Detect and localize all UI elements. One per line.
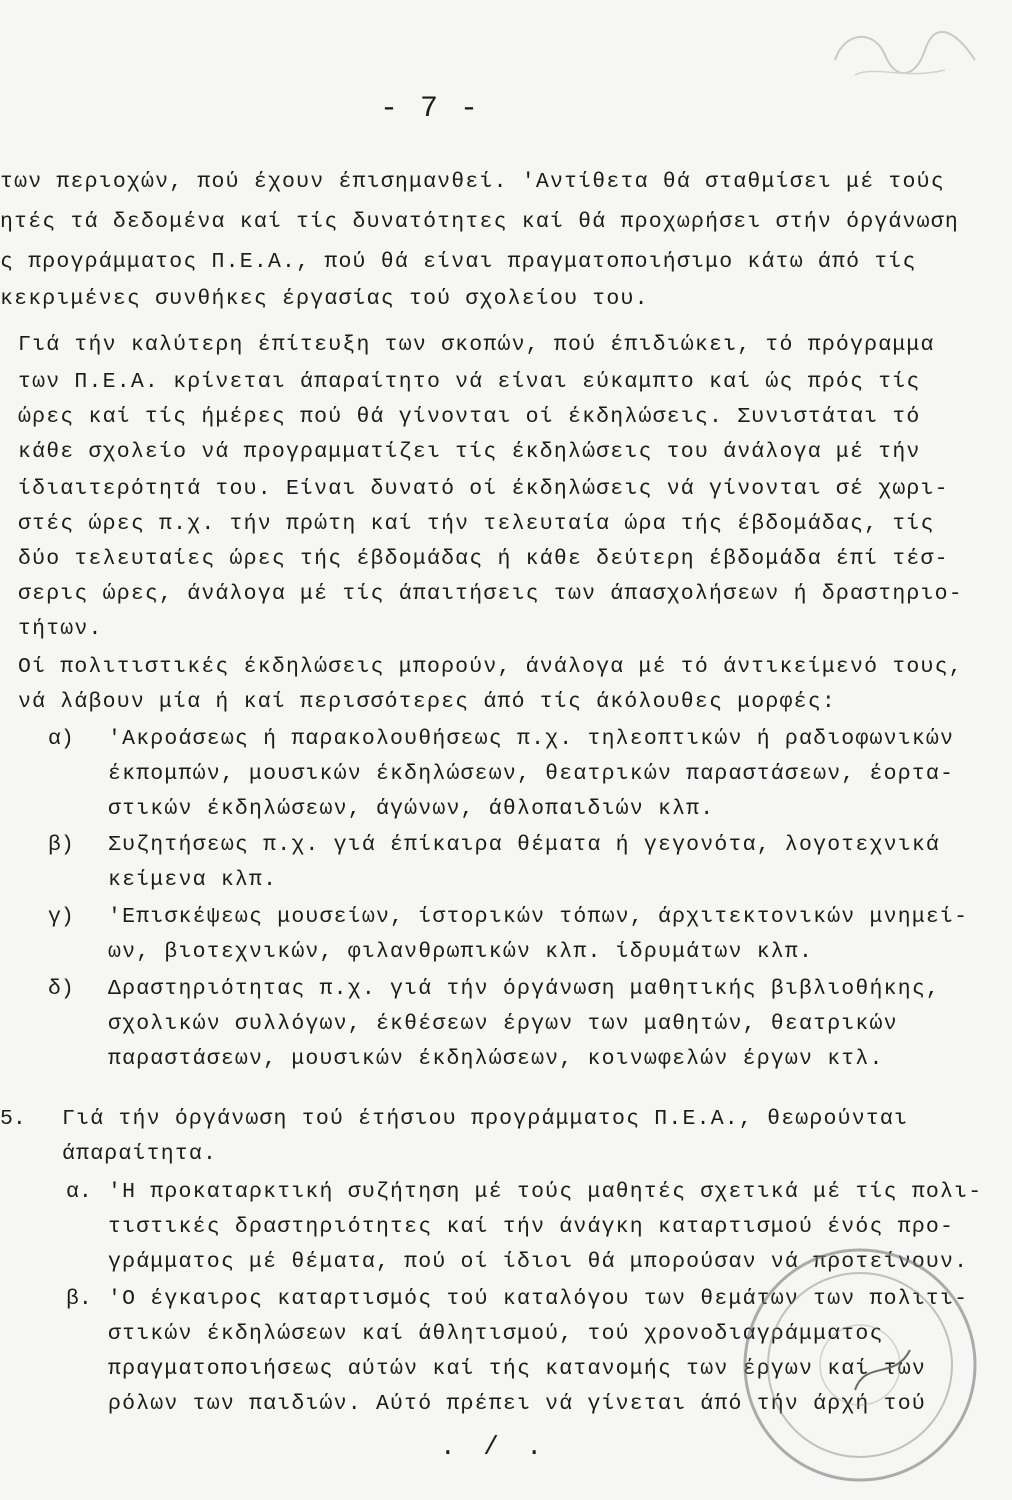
text-line: κεκριμένες συνθήκες έργασίας τού σχολείου του. [0, 287, 649, 311]
text-line: γράμματος μέ θέματα, πού οί ίδιοι θά μπορούσαν νά προτείνουν. [108, 1250, 969, 1274]
text-line: Γιά τήν καλύτερη έπίτευξη των σκοπών, πού έπιδιώκει, τό πρόγραμμα [18, 333, 935, 357]
text-line: 'Επισκέψεως μουσείων, ίστορικών τόπων, άρχιτεκτονικών μνημεί- [108, 905, 969, 929]
text-line: σχολικών συλλόγων, έκθέσεων έργων των μαθητών, θεατρικών [108, 1012, 898, 1036]
text-line: πραγματοποιήσεως αύτών καί τής κατανομής των έργων καί των [108, 1357, 926, 1381]
text-line: 'Η προκαταρκτική συζήτηση μέ τούς μαθητές σχετικά μέ τίς πολι- [108, 1180, 983, 1204]
text-line: στές ώρες π.χ. τήν πρώτη καί τήν τελευταία ώρα τής έβδομάδας, τίς [18, 512, 935, 536]
text-line: ων, βιοτεχνικών, φιλανθρωπικών κλπ. ίδρυμάτων κλπ. [108, 940, 814, 964]
text-line: των περιοχών, πού έχουν έπισημανθεί. 'Αντίθετα θά σταθμίσει μέ τούς [0, 170, 945, 194]
text-line: ίδιαιτερότητά του. Είναι δυνατό οί έκδηλώσεις νά γίνονται σέ χωρι- [18, 477, 949, 501]
text-line: άπαραίτητα. [62, 1142, 218, 1166]
text-line: κάθε σχολείο νά προγραμματίζει τίς έκδηλώσεις του άνάλογα μέ τήν [18, 440, 921, 464]
text-line: δύο τελευταίες ώρες τής έβδομάδας ή κάθε δεύτερη έβδομάδα έπί τέσ- [18, 547, 949, 571]
text-line: 'Ακροάσεως ή παρακολουθήσεως π.χ. τηλεοπτικών ή ραδιοφωνικών [108, 727, 955, 751]
text-line: των Π.Ε.Α. κρίνεται άπαραίτητο νά είναι εύκαμπτο καί ώς πρός τίς [18, 370, 921, 394]
text-line: τήτων. [18, 617, 103, 641]
continuation-mark: . / . [440, 1432, 549, 1462]
list-marker: γ) [48, 905, 74, 929]
text-line: ρόλων των παιδιών. Αύτό πρέπει νά γίνεται άπό τήν άρχή τού [108, 1392, 926, 1416]
text-line: έκπομπών, μουσικών έκδηλώσεων, θεατρικών παραστάσεων, έορτα- [108, 762, 955, 786]
list-marker: β. [66, 1287, 92, 1311]
text-line: Γιά τήν όργάνωση τού έτήσιου προγράμματος Π.Ε.Α., θεωρούνται [62, 1107, 909, 1131]
text-line: Συζητήσεως π.χ. γιά έπίκαιρα θέματα ή γεγονότα, λογοτεχνικά [108, 833, 941, 857]
text-line: σερις ώρες, άνάλογα μέ τίς άπαιτήσεις των άπασχολήσεων ή δραστηριο- [18, 582, 963, 606]
handwritten-annotation [815, 20, 995, 100]
text-line: Δραστηριότητας π.χ. γιά τήν όργάνωση μαθητικής βιβλιοθήκης, [108, 977, 941, 1001]
list-marker: α. [66, 1180, 92, 1204]
list-marker: δ) [48, 977, 74, 1001]
text-line: ώρες καί τίς ήμέρες πού θά γίνονται οί έκδηλώσεις. Συνιστάται τό [18, 405, 921, 429]
section-number: 5. [0, 1107, 26, 1131]
text-line: στικών έκδηλώσεων, άγώνων, άθλοπαιδιών κλπ. [108, 797, 715, 821]
list-marker: α) [48, 727, 74, 751]
text-line: τιστικές δραστηριότητες καί τήν άνάγκη καταρτισμού ένός προ- [108, 1215, 955, 1239]
text-line: κείμενα κλπ. [108, 868, 278, 892]
text-line: στικών έκδηλώσεων καί άθλητισμού, τού χρονοδιαγράμματος [108, 1322, 884, 1346]
text-line: ς προγράμματος Π.Ε.Α., πού θά είναι πραγματοποιήσιμο κάτω άπό τίς [0, 250, 917, 274]
list-marker: β) [48, 833, 74, 857]
text-line: 'Ο έγκαιρος καταρτισμός τού καταλόγου των θεμάτων των πολιτι- [108, 1287, 969, 1311]
page-number: - 7 - [380, 92, 481, 126]
text-line: Οί πολιτιστικές έκδηλώσεις μπορούν, άνάλογα μέ τό άντικείμενό τους, [18, 655, 963, 679]
official-stamp [735, 1240, 985, 1490]
text-line: ητές τά δεδομένα καί τίς δυνατότητες καί θά προχωρήσει στήν όργάνωση [0, 210, 959, 234]
text-line: παραστάσεων, μουσικών έκδηλώσεων, κοινωφελών έργων κτλ. [108, 1047, 884, 1071]
text-line: νά λάβουν μία ή καί περισσότερες άπό τίς άκόλουθες μορφές: [18, 690, 836, 714]
